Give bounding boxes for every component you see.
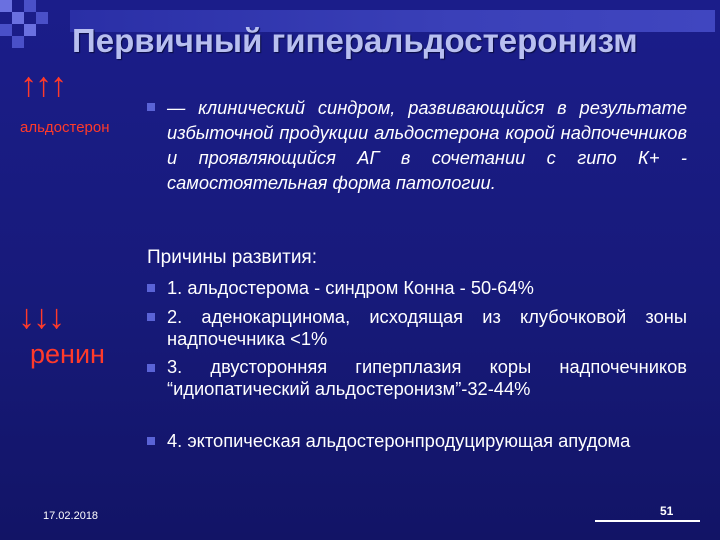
decorative-square: [12, 12, 24, 24]
definition-text: — клинический синдром, развивающийся в результате избыточной продукции альдостерона корой надпочечников и проявляющийся АГ в сочетании с гипо К+ - самостоятельная форма патологии.: [167, 97, 687, 193]
decorative-square: [12, 36, 24, 48]
bullet-icon: [147, 437, 155, 445]
up-arrows-icon: ↑↑↑: [20, 66, 65, 104]
cause-item-4: 4. эктопическая альдостеронпродуцирующая апудома: [167, 430, 631, 451]
decorative-square: [0, 0, 12, 12]
footer-date: 17.02.2018: [43, 510, 99, 522]
decorative-square: [36, 12, 48, 24]
aldosterone-label: альдостерон: [20, 119, 110, 136]
down-arrows-icon: ↓↓↓: [18, 298, 63, 336]
decorative-square: [24, 24, 36, 36]
cause-item-1: 1. альдостерома - синдром Конна - 50-64%: [167, 277, 534, 298]
cause-item-2: 2. аденокарцинома, исходящая из клубочковой зоны надпочечника <1%: [167, 306, 687, 349]
decorative-square: [24, 0, 36, 12]
decorative-square: [0, 24, 12, 36]
bullet-icon: [147, 364, 155, 372]
slide-title: Первичный гиперальдостеронизм: [72, 22, 638, 59]
footer-divider: [595, 520, 700, 522]
renin-label: ренин: [30, 339, 105, 369]
bullet-icon: [147, 103, 155, 111]
cause-item-3: 3. двусторонняя гиперплазия коры надпочечников “идиопатический альдостеронизм”-32-44%: [167, 356, 687, 399]
page-number: 51: [660, 504, 674, 518]
bullet-icon: [147, 284, 155, 292]
causes-heading: Причины развития:: [147, 247, 317, 268]
bullet-icon: [147, 313, 155, 321]
